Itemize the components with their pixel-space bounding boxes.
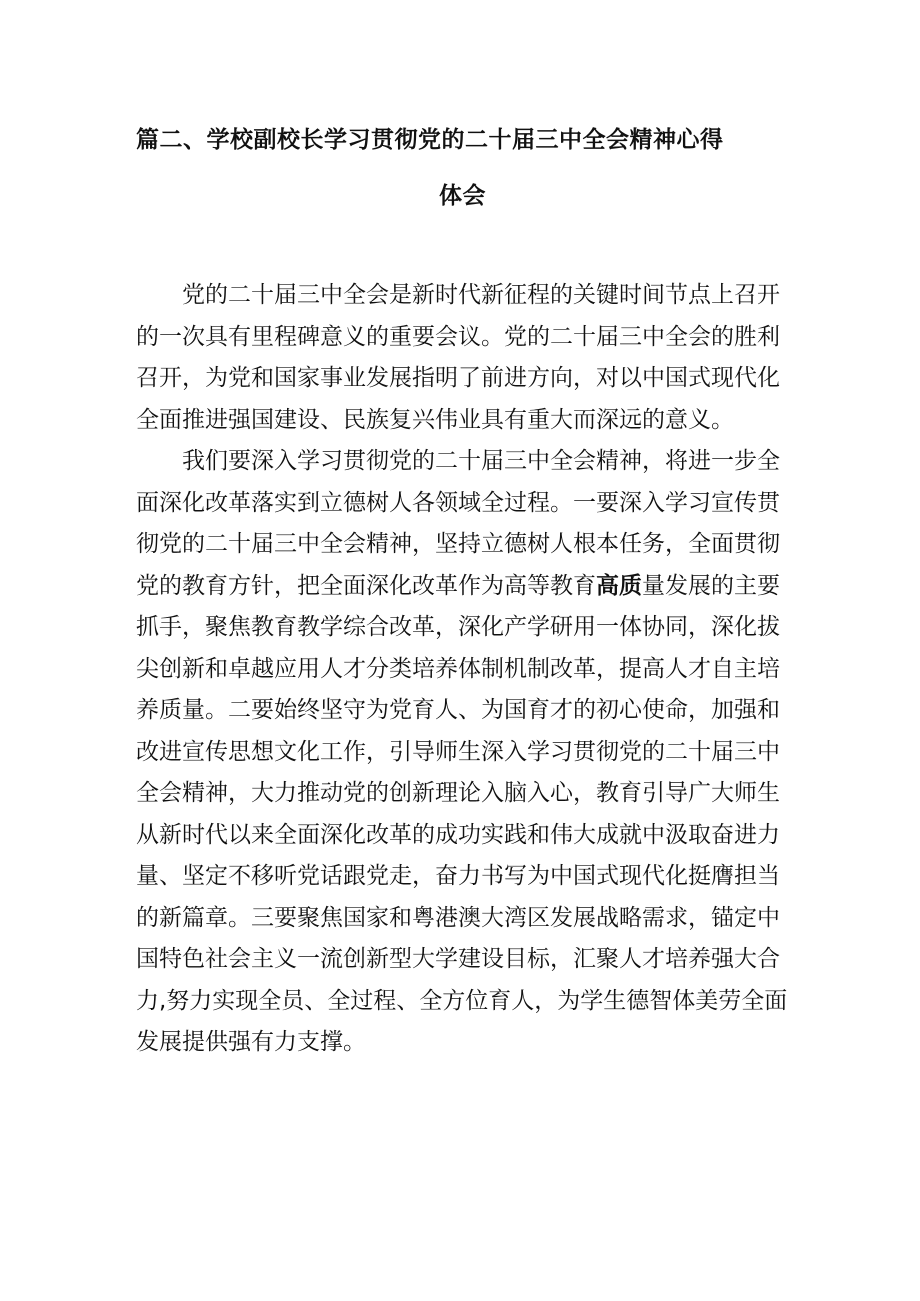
paragraph-2-line-4-part-1: 党的教育方针，把全面深化改革作为高等教育 [136, 572, 596, 599]
paragraph-2-line-8: 改进宣传思想文化工作，引导师生深入学习贯彻党的二十届三中 [136, 738, 780, 765]
paragraph-2-line-1: 我们要深入学习贯彻党的二十届三中全会精神，将进一步全 [182, 448, 780, 474]
paragraph-2-line-7: 养质量。二要始终坚守为党育人、为国育才的初心使命，加强和 [136, 697, 780, 723]
document-body [136, 275, 786, 1064]
paragraph-2-line-10: 从新时代以来全面深化改革的成功实践和伟大成就中汲取奋进力 [136, 821, 780, 848]
paragraph-2-line-12: 的新篇章。三要聚焦国家和粤港澳大湾区发展战略需求，锚定中 [136, 904, 780, 931]
paragraph-2-line-14: 力,努力实现全员、全过程、全方位育人，为学生德智体美劳全面 [136, 987, 788, 1014]
paragraph-1-line-4: 全面推进强国建设、民族复兴伟业具有重大而深远的意义。 [136, 406, 734, 433]
paragraph-2-line-6: 尖创新和卓越应用人才分类培养体制机制改革，提高人才自主培 [136, 655, 780, 682]
paragraph-2-line-2: 面深化改革落实到立德树人各领域全过程。一要深入学习宣传贯 [136, 489, 780, 516]
paragraph-2-line-15: 发展提供强有力支撑。 [136, 1029, 366, 1055]
paragraph-2-line-9: 全会精神，大力推动党的创新理论入脑入心，教育引导广大师生 [136, 780, 780, 806]
paragraph-1-line-3: 召开，为党和国家事业发展指明了前进方向，对以中国式现代化 [136, 365, 780, 391]
paragraph-2-line-13: 国特色社会主义一流创新型大学建设目标，汇聚人才培养强大合 [136, 946, 780, 972]
paragraph-2-line-4-part-2: 量发展的主要 [642, 572, 780, 599]
document-title-line-1: 篇二、学校副校长学习贯彻党的二十届三中全会精神心得 [136, 127, 724, 153]
paragraph-1-line-2: 的一次具有里程碑意义的重要会议。党的二十届三中全会的胜利 [136, 323, 780, 350]
paragraph-2-line-11: 量、坚定不移听党话跟党走，奋力书写为中国式现代化挺膺担当 [136, 863, 780, 889]
paragraph-2-bold-text: 高质 [596, 572, 642, 599]
paragraph-2-line-4 [136, 566, 786, 608]
paragraph-2-line-3: 彻党的二十届三中全会精神，坚持立德树人根本任务，全面贯彻 [136, 531, 780, 557]
paragraph-1-line-1: 党的二十届三中全会是新时代新征程的关键时间节点上召开 [182, 282, 780, 308]
paragraph-2-line-5: 抓手，聚焦教育教学综合改革，深化产学研用一体协同，深化拔 [136, 614, 780, 640]
document-title-line-2: 体会 [439, 183, 486, 209]
